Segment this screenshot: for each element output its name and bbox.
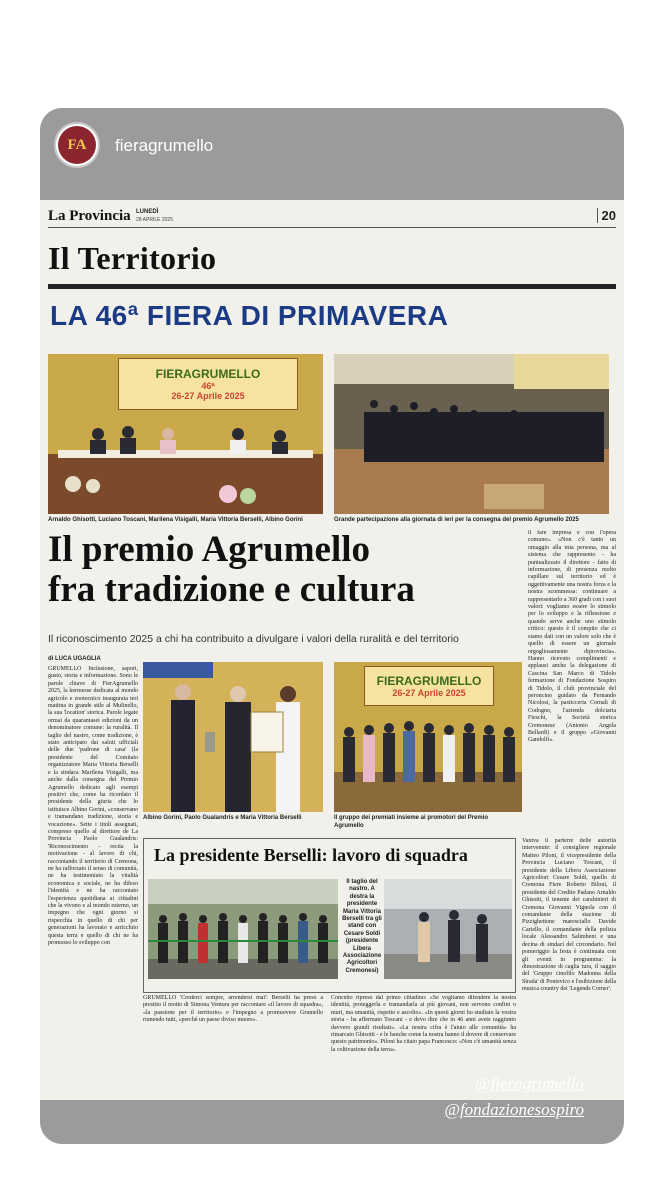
box-text-2: Concetto ripreso dal primo cittadino: «Se vogliamo difendere la nostra identità, proteggerla e tramandarla ai più giovani, non servono confini o muri, ma umanità, rispetto e ascolto». «In questi giorni ho studiato la vostra storia - ha affermato Toscani - e devo dire che in 46 anni avete raggiunto davvero grandi risultati». «La nostra cifra è l'aiuto alle comunità» ha rimarcato Ghisotti - e le banche come la nostra hanno il dovere di conservare questo patrimonio». Piloni ha citato papa Francesco: «Non c'è umanità senza la coltivazione della terra». <box>331 995 516 1053</box>
photo-caption-1: Arnaldo Ghisotti, Luciano Toscani, Marilena Visigalli, Maria Vittoria Berselli, Albino Gorini <box>48 517 303 523</box>
banner-name: FIERAGRUMELLO <box>155 367 261 381</box>
article-deck: Il riconoscimento 2025 a chi ha contribuito a divulgare i valori della ruralità e del territorio <box>48 633 459 645</box>
profile-username[interactable]: fieragrumello <box>115 136 214 155</box>
profile-avatar[interactable] <box>54 122 100 168</box>
story-card <box>40 108 624 1144</box>
photo-award-trio <box>143 662 323 812</box>
profile-avatar-logo: FA <box>58 126 96 164</box>
headline <box>48 530 523 610</box>
section-rule <box>48 284 616 289</box>
fiera-banner-2 <box>364 666 494 706</box>
banner-dates-2: 26-27 Aprile 2025 <box>392 688 466 698</box>
mention-tag-2[interactable]: @fondazionesospiro <box>444 1100 584 1119</box>
masthead <box>48 208 616 228</box>
box-text-1: GRUMELLO 'Crederci sempre, arrendersi mai': Berselli ha preso a prestito il motto di Simona Ventura per raccontare «il lavoro di squadra», «la passione per il territorio» e l'impegno a promuovere Grumello riunendo tutti, «perché un paese diviso muore». <box>143 995 323 1024</box>
article-column-left: GRUMELLO Inclusione, sapori, gusto, storia e informazione. Sono le parole chiave di FierAgrumello 2025, la kermesse dedicata al mondo agricolo e zootecnico inaugurata ieri mattina in grande stile al Mulinello, la sua 'location' storica. Parole legate ormai da quarantasei edizioni da un denominatore comune: la ruralità. Il taglio del nastro, come tradizione, è stato anticipato dai saluti ufficiali delle due 'padrone di casa' (la presidente del Comitato organizzatore Maria Vittoria Berselli e la sindaca Marilena Visigalli, ma anche dalla consegna del Premio Agrumello dedicato agli esempi positivi che, come ha ricordato il presidente della giuria che lo istituisce Albino Gorini, «conservano e tramandano tradizione, storia e vocazione». Sette i titoli assegnati, compreso quello al direttore de La Provincia Paolo Gualandris: 'Riconoscimento - recita la motivazione - al lavoro di chi, raccontando il territorio di Cremona, ne ha rafforzato il senso di comunità, ne ha testimoniato la vitalità economica e sociale, ne ha difeso l'identità e ne ha raccontato l'esperienza quotidiana ai cittadini che la vivono e al mondo esterno, un impegno che ogni giorno si rispecchia in quello di chi per generazioni ha lavorato e arricchito questa terra e quello di chi ne ha promosso lo sviluppo con <box>48 666 138 947</box>
masthead-date: 28 APRILE 2025 <box>136 217 173 223</box>
photo-ribbon-cutting <box>148 879 338 979</box>
photo-caption-4: Il gruppo dei premiati insieme ai promotori del Premio Agrumello <box>334 815 489 829</box>
page-number: 20 <box>597 208 616 223</box>
banner-name-2: FIERAGRUMELLO <box>376 674 482 688</box>
section-title: Il Territorio <box>48 240 217 276</box>
article-byline: di LUCA UGAGLIA <box>48 656 101 662</box>
banner-edition: 46ª <box>201 381 215 391</box>
mention-tag-1[interactable]: @fieragrumello <box>474 1074 584 1093</box>
banner-dates: 26-27 Aprile 2025 <box>171 391 245 401</box>
box-title: La presidente Berselli: lavoro di squadra <box>154 845 468 865</box>
box-photo-caption: Il taglio del nastro. A destra la presidente Maria Vittoria Berselli tra gli stand con Cesare Soldi (presidente Libera Associazione Agricoltori Cremonesi) <box>342 879 382 974</box>
box-text-columns <box>143 995 516 1075</box>
sidebar-box <box>143 838 516 993</box>
masthead-day: LUNEDÌ <box>136 209 159 215</box>
masthead-title: La Provincia <box>48 208 131 224</box>
photo-caption-2: Grande partecipazione alla giornata di ieri per la consegna del premio Agrumello 2025 <box>334 517 579 523</box>
photo-panel-speakers <box>48 354 323 514</box>
story-header <box>40 108 624 186</box>
photo-group-winners <box>334 662 522 812</box>
newspaper-clipping <box>40 200 624 1100</box>
photo-stands <box>384 879 512 979</box>
fiera-banner <box>118 358 298 410</box>
article-column-right: il fare impresa e con l'opera comune». «Non c'è tanto un omaggio alla mia persona, ma al sistema che rappresento - ha puntualizzato il direttore - fatto di informazione, di presenza molto capillare sul territorio ed è oggettivamente una nostra forza e la nostra scommessa: continuare a rappresentarlo a 360 gradi con i suoi valori: vogliamo essere lo stimolo per lo sviluppo e la riflessione e quando serve anche uno stimolo critico: questo è il compito che ci siamo dati con un valore solo che è quello di essere un giornale orgogliosamente diprovincia». Hanno ricevuto complimenti e applausi anche la delegazione di Cascina San Marco di Tidolo fermazione di Fondazione Sospiro di Tidolo, il club provinciale del peroncino guidato da Fernando Nicolosi, la pasticceria Cornali di Codogno, l'azienda dolciaria Fieschi, la Società storica Cremonese (Antonio Angela Bellardi) e il gruppo «Giovanni Gandolfi». <box>528 530 616 744</box>
kicker-title: LA 46ª FIERA DI PRIMAVERA <box>50 300 449 331</box>
headline-line-1: Il premio Agrumello <box>48 529 371 570</box>
photo-audience <box>334 354 609 514</box>
photo-caption-3: Albino Gorini, Paolo Gualandris e Maria Vittoria Berselli <box>143 815 302 821</box>
article-column-side: Vaniva il parterre delle autorità intervenute: il consigliere regionale Matteo Piloni, il vicepresidente della Provincia Luciano Toscani, il presidente della Libera Associazione Agricoltori Cesare Soldi, quello di Cremona Fiere Roberto Biloni, il presidente del Credito Padano Arnaldo Ghisotti, il tenente dei carabinieri di Cremona Giovanni Vignola con il comandante della stazione di Pizzighettone maresciallo Davide Cariello, il comandante della polizia locale Alessandro Salimbeni e una decina di sindaci del circondario. Nel pomeriggio la festa è continuata con gli eventi in programma: la dimostrazione di caglia tura, il saggio del 'Gruppo cinofilo Madonna della Strada' di Pontevico e l'esibizione della musica country dei 'Legends Corner'. <box>522 838 616 993</box>
headline-line-2: fra tradizione e cultura <box>48 569 415 610</box>
